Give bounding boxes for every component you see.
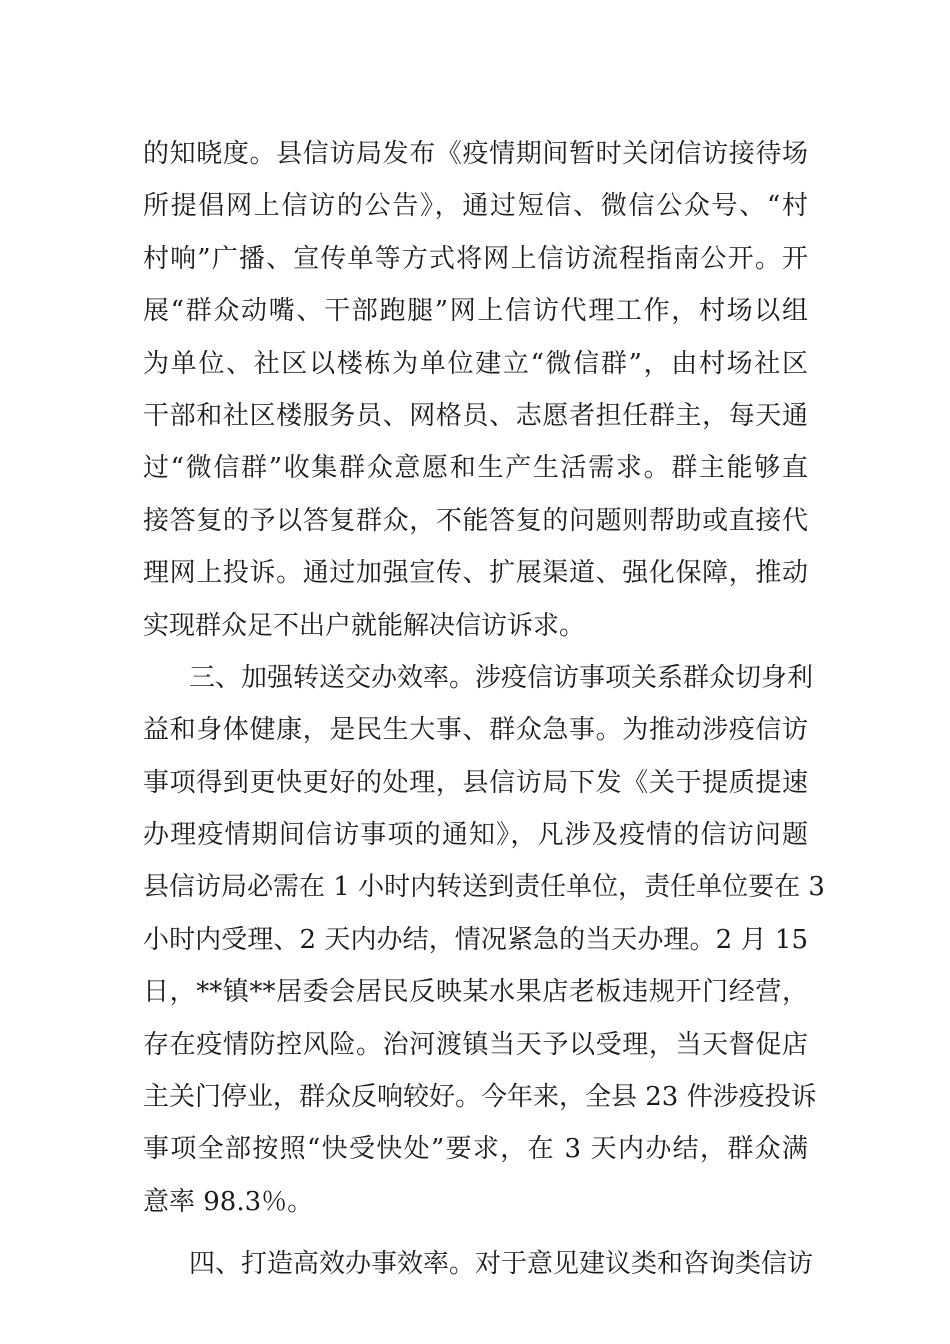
text-line: 事项得到更快更好的处理，县信访局下发《关于提质提速	[143, 767, 808, 798]
text-line: 益和身体健康，是民生大事、群众急事。为推动涉疫信访	[143, 715, 808, 746]
section-three-first-line: 三、加强转送交办效率。涉疫信访事项关系群众切身利	[189, 662, 814, 693]
text-line: 理网上投诉。通过加强宣传、扩展渠道、强化保障，推动	[143, 558, 808, 589]
text-line: 所提倡网上信访的公告》，通过短信、微信公众号、“村	[143, 191, 808, 222]
text-line: 事项全部按照“快受快处”要求，在 3 天内办结，群众满	[143, 1134, 808, 1165]
text-line: 县信访局必需在 1 小时内转送到责任单位，责任单位要在 3	[143, 872, 825, 903]
text-line: 办理疫情期间信访事项的通知》，凡涉及疫情的信访问题	[143, 820, 808, 851]
text-line: 村响”广播、宣传单等方式将网上信访流程指南公开。开	[143, 243, 808, 274]
text-line: 为单位、社区以楼栋为单位建立“微信群”，由村场社区	[143, 348, 808, 379]
section-four-first-line: 四、打造高效办事效率。对于意见建议类和咨询类信访	[189, 1249, 814, 1280]
text-line: 过“微信群”收集群众意愿和生产生活需求。群主能够直	[143, 453, 808, 484]
document-body	[143, 128, 825, 1291]
text-line: 存在疫情防控风险。治河渡镇当天予以受理，当天督促店	[143, 1029, 808, 1060]
text-line: 主关门停业，群众反响较好。今年来，全县 23 件涉疫投诉	[143, 1082, 817, 1113]
paragraph-end-line: 实现群众足不出户就能解决信访诉求。	[143, 610, 586, 641]
text-line: 干部和社区楼服务员、网格员、志愿者担任群主，每天通	[143, 400, 808, 431]
paragraph-end-line: 意率 98.3％。	[143, 1186, 314, 1217]
text-line: 接答复的予以答复群众，不能答复的问题则帮助或直接代	[143, 505, 808, 536]
text-line: 的知晓度。县信访局发布《疫情期间暂时关闭信访接待场	[143, 139, 808, 169]
text-line: 小时内受理、2 天内办结，情况紧急的当天办理。2 月 15	[143, 924, 808, 955]
paragraph-gap	[143, 1228, 808, 1238]
text-line: 展“群众动嘴、干部跑腿”网上信访代理工作，村场以组	[143, 296, 808, 327]
text-line: 日，**镇**居委会居民反映某水果店老板违规开门经营，	[143, 977, 808, 1008]
